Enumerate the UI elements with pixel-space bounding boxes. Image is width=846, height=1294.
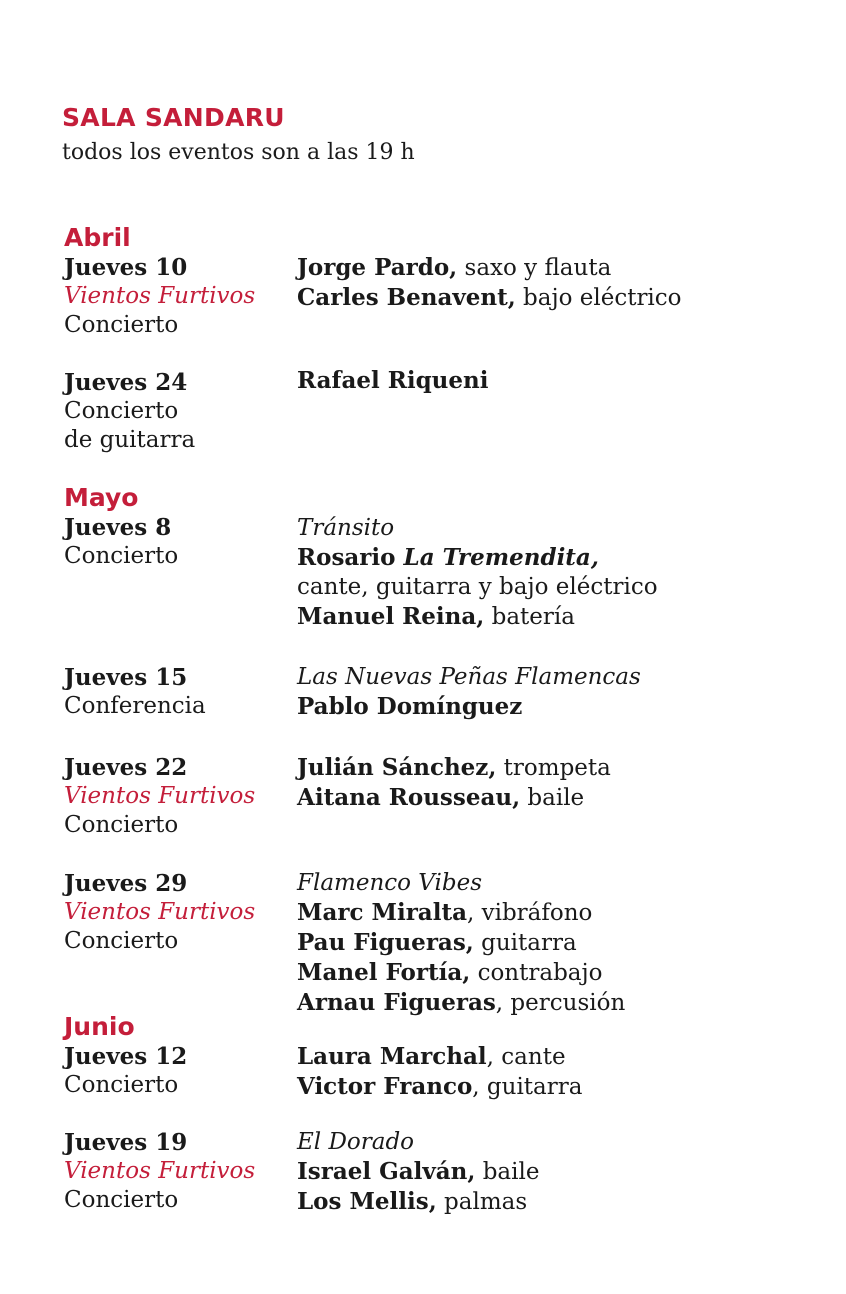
event-type: Concierto (64, 543, 179, 569)
performer-line (297, 1042, 837, 1072)
month-heading-abril: Abril (64, 223, 131, 252)
event-date-block (64, 663, 294, 721)
performer-name: Rafael Riqueni (297, 367, 489, 394)
event-series: Vientos Furtivos (64, 899, 256, 925)
performer-line (297, 1072, 837, 1102)
performer-name: Los Mellis, (297, 1188, 437, 1215)
performer-name: Jorge Pardo, (297, 254, 458, 281)
performer-role: baile (475, 1159, 540, 1185)
event-type: Concierto (64, 312, 179, 338)
event-performers (297, 1042, 837, 1102)
event-date: Jueves 19 (64, 1129, 188, 1156)
performer-line (297, 1187, 837, 1217)
performer-name: Manuel Reina, (297, 603, 485, 630)
event-date: Jueves 8 (64, 514, 172, 541)
event-performers (297, 753, 837, 813)
performer-role: , guitarra (472, 1074, 583, 1100)
event-performers (297, 253, 837, 313)
performer-role: trompeta (496, 755, 611, 781)
event-date-block (64, 368, 294, 455)
schedule-note: todos los eventos son a las 19 h (62, 140, 415, 165)
event-series: Vientos Furtivos (64, 1158, 256, 1184)
performer-name: Aitana Rousseau, (297, 784, 521, 811)
performer-role: , vibráfono (466, 900, 593, 926)
performer-name: Victor Franco (297, 1073, 473, 1100)
performer-role: baile (520, 785, 585, 811)
month-heading-mayo: Mayo (64, 483, 139, 512)
event-series: Vientos Furtivos (64, 283, 256, 309)
event-performers (297, 366, 837, 396)
performer-line (297, 1157, 837, 1187)
performer-line (297, 602, 837, 632)
performer-name: Pablo Domínguez (297, 693, 523, 720)
event-performers (297, 663, 837, 722)
performer-name: Carles Benavent, (297, 284, 516, 311)
performer-line (297, 958, 837, 988)
performer-role: , cante (486, 1044, 566, 1070)
event-date-block (64, 513, 294, 571)
performer-line (297, 928, 837, 958)
event-type: Conferencia (64, 693, 206, 719)
event-date: Jueves 15 (64, 664, 188, 691)
event-date-block (64, 253, 294, 340)
performer-role: palmas (436, 1189, 528, 1215)
month-heading-junio: Junio (64, 1012, 135, 1041)
performer-line (297, 543, 837, 573)
performer-role: bajo eléctrico (515, 285, 682, 311)
performer-name: Rosario (297, 544, 396, 571)
event-date-block (64, 753, 294, 840)
event-type: Concierto (64, 1187, 179, 1213)
event-date: Jueves 29 (64, 870, 188, 897)
performer-role: , percusión (495, 990, 626, 1016)
performer-role: contrabajo (470, 960, 603, 986)
event-type: Concierto (64, 398, 179, 424)
event-performers (297, 514, 837, 632)
performer-line (297, 692, 837, 722)
venue-title: SALA SANDARU (62, 103, 285, 132)
event-date-block (64, 1042, 294, 1100)
performer-line (297, 988, 837, 1018)
performer-nickname: La Tremendita, (395, 544, 599, 571)
performer-line (297, 366, 837, 396)
event-date: Jueves 22 (64, 754, 188, 781)
performer-name: Pau Figueras, (297, 929, 474, 956)
performer-line (297, 783, 837, 813)
event-date: Jueves 12 (64, 1043, 188, 1070)
event-type: Concierto (64, 1072, 179, 1098)
event-date: Jueves 24 (64, 369, 188, 396)
event-type: Concierto (64, 928, 179, 954)
performer-line (297, 283, 837, 313)
performer-name: Arnau Figueras (297, 989, 496, 1016)
performer-line (297, 253, 837, 283)
event-title: Flamenco Vibes (297, 870, 482, 896)
event-performers (297, 869, 837, 1018)
event-title: Tránsito (297, 515, 395, 541)
performer-role: batería (484, 604, 575, 630)
performer-name: Manel Fortía, (297, 959, 471, 986)
performer-name: Israel Galván, (297, 1158, 476, 1185)
performer-line (297, 753, 837, 783)
event-title: Las Nuevas Peñas Flamencas (297, 664, 641, 690)
event-performers (297, 1128, 837, 1217)
performer-line (297, 898, 837, 928)
performer-name: Marc Miralta (297, 899, 467, 926)
performer-role-line: cante, guitarra y bajo eléctrico (297, 574, 658, 600)
performer-role: guitarra (473, 930, 577, 956)
performer-name: Laura Marchal (297, 1043, 487, 1070)
event-type: de guitarra (64, 427, 196, 453)
event-date-block (64, 1128, 294, 1215)
event-date: Jueves 10 (64, 254, 188, 281)
performer-role: saxo y flauta (457, 255, 612, 281)
event-type: Concierto (64, 812, 179, 838)
event-title: El Dorado (297, 1129, 415, 1155)
performer-name: Julián Sánchez, (297, 754, 497, 781)
event-series: Vientos Furtivos (64, 783, 256, 809)
event-date-block (64, 869, 294, 956)
